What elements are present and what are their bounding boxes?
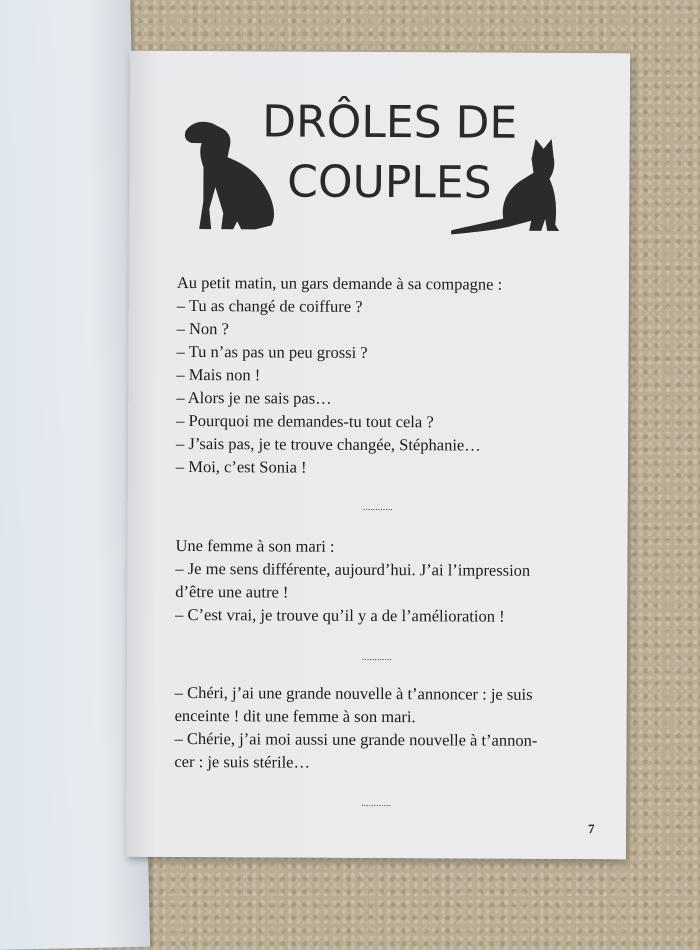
joke-3-line: – Chéri, j’ai une grande nouvelle à t’annoncer : je suis — [174, 682, 533, 704]
joke-1-line: Au petit matin, un gars demande à sa compagne : — [176, 272, 503, 294]
joke-3-line: enceinte ! dit une femme à son mari. — [174, 705, 416, 727]
joke-3-line: cer : je suis stérile… — [174, 751, 311, 772]
separator: ............ — [361, 797, 392, 810]
joke-2-line: – C’est vrai, je trouve qu’il y a de l’amélioration ! — [175, 604, 505, 626]
joke-1-line: – Tu n’as pas un peu grossi ? — [176, 341, 368, 362]
joke-2-line: – Je me sens différente, aujourd’hui. J’ai l’impression — [175, 558, 531, 580]
joke-1-line: – Tu as changé de coiffure ? — [176, 295, 363, 316]
title-line-2: COUPLES — [287, 156, 492, 209]
joke-1-line: – Moi, c’est Sonia ! — [175, 456, 307, 477]
joke-3-line: – Chérie, j’ai moi aussi une grande nouvelle à t’annon- — [174, 728, 538, 750]
book-page — [126, 51, 630, 860]
joke-1-line: – Mais non ! — [176, 364, 261, 385]
joke-1-line: – Pourquoi me demandes-tu tout cela ? — [176, 410, 434, 432]
joke-2-line: Une femme à son mari : — [175, 535, 335, 556]
joke-1-line: – Non ? — [176, 318, 229, 339]
title-line-1: DRÔLES DE — [262, 96, 518, 149]
separator: ............ — [362, 501, 393, 514]
joke-2-line: d’être une autre ! — [175, 581, 289, 602]
separator: ............ — [361, 651, 392, 664]
page-number: 7 — [588, 821, 595, 837]
joke-1-line: – Alors je ne sais pas… — [176, 387, 332, 408]
joke-1-line: – J’sais pas, je te trouve changée, Stéphanie… — [176, 433, 481, 455]
